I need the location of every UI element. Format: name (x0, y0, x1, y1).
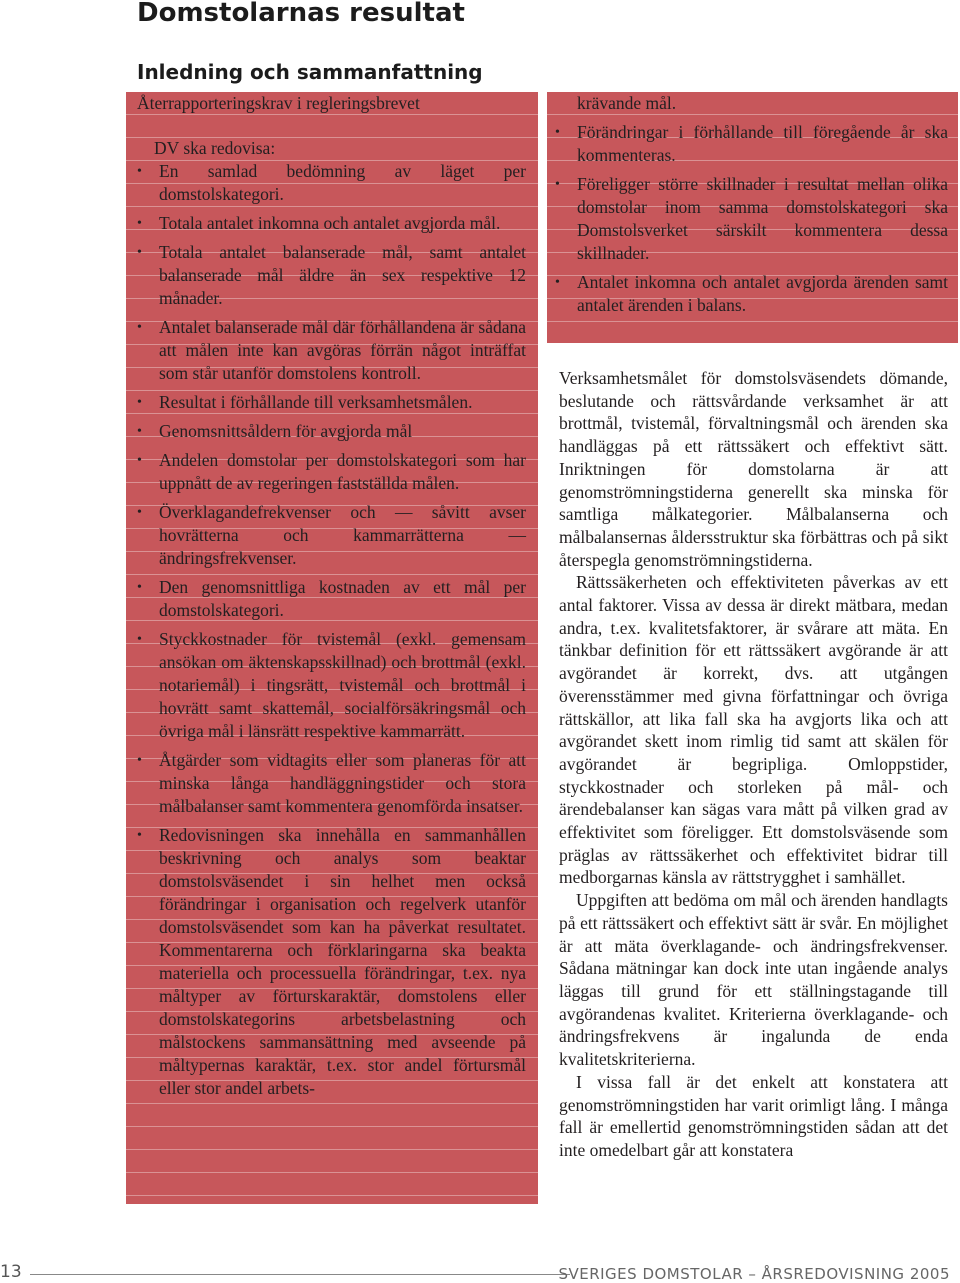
list-item: • Redovisningen ska innehålla en sammanhållen beskrivning och analys som beaktar domstolsväsendet i sin helhet men också förändringar i organisation och regelverk utanför domstolsväsendet som kan ha påverkat resultatet. Kommentarerna och förklaringarna ska beakta materiella och processuella förändringar, t.ex. nya måltyper av förturskaraktär, domstolens eller domstolskategorins arbetsbelastning och målstockens sammansättning med avseende på måltypernas karaktär, t.ex. stor andel förtursmål eller stor andel arbets- (137, 824, 526, 1100)
list-item: • Förändringar i förhållande till föregående år ska kommenteras. (555, 121, 948, 167)
list-item: • Antalet balanserade mål där förhållandena är sådana att målen inte kan avgöras förrän något inträffat som står utanför domstolens kontroll. (137, 316, 526, 385)
section-heading: Inledning och sammanfattning (137, 60, 483, 84)
requirements-list-continued (555, 121, 948, 317)
list-item: • Totala antalet balanserade mål, samt antalet balanserade mål äldre än sex respektive 12 månader. (137, 241, 526, 310)
page-number: 13 (0, 1262, 22, 1282)
requirements-box-right (547, 92, 958, 343)
list-item: • Styckkostnader för tvistemål (exkl. gemensam ansökan om äktenskapsskillnad) och brottmål (exkl. notariemål) i tingsrätt, tvistemål och brottmål i hovrätt samt skattemål, socialförsäkringsmål och övriga mål i länsrätt respektive kammarrätt. (137, 628, 526, 743)
list-item: • Åtgärder som vidtagits eller som planeras för att minska långa handläggningstider och stora målbalanser samt kommentera genomförda insatser. (137, 749, 526, 818)
requirements-box-left (126, 92, 538, 1204)
page-title: Domstolarnas resultat (137, 0, 465, 28)
body-text-column (559, 367, 948, 1162)
requirements-list (137, 160, 526, 1100)
list-item: • Föreligger större skillnader i resultat mellan olika domstolar inom samma domstolskategori ska Domstolsverket särskilt kommentera dessa skillnader. (555, 173, 948, 265)
body-paragraph: I vissa fall är det enkelt att konstatera att genomströmningstiden har varit orimligt lång. I många fall är emellertid genomströmningstiden sådan att det inte omedelbart går att konstatera (559, 1071, 948, 1160)
body-paragraph: Uppgiften att bedöma om mål och ärenden handlagts på ett rättssäkert och effektivt sätt är svår. En möjlighet är att mäta överklagande- och ändringsfrekvenser. Sådana mätningar kan dock inte utan ingående analys läggas till grund för ett ställningstagande till avgörandenas kvalitet. Kriterierna överklagande- och ändringsfrekvens är ingalunda de enda kvalitetskriterierna. (559, 890, 948, 1070)
list-item: • Antalet inkomna och antalet avgjorda ärenden samt antalet ärenden i balans. (555, 271, 948, 317)
body-paragraph: Rättssäkerheten och effektiviteten påverkas av ett antal faktorer. Vissa av dessa är direkt mätbara, medan andra, t.ex. kvalitetsfaktorer, är svårare att mäta. En tänkbar definition för ett rättssäkert avgörande är att avgörandet är korrekt, dvs. att utgången överensstämmer med givna författningar och övriga rättskällor, att lika fall ska ha avgjorts lika och att avgörandet skett inom rimlig tid samt att skälen för avgörandet är begripliga. Omloppstider, styckkostnader och storleken på mål- och ärendebalanser kan sägas vara mått på vilken grad av effektivitet som föreligger. Ett domstolsväsende som präglas av rättssäkerhet och effektivitet bidrar till medborgarnas känsla av rättstrygghet i samhället. (559, 572, 948, 888)
list-item-continuation: krävande mål. (577, 93, 677, 113)
footer-publication: SVERIGES DOMSTOLAR – ÅRSREDOVISNING 2005 (558, 1265, 950, 1283)
requirements-intro: DV ska redovisa: (154, 138, 276, 158)
list-item: • Genomsnittsåldern för avgjorda mål (137, 420, 526, 443)
footer-rule (30, 1274, 570, 1275)
requirements-heading: Återrapporteringskrav i regleringsbrevet (137, 93, 420, 113)
list-item: • Den genomsnittliga kostnaden av ett mål per domstolskategori. (137, 576, 526, 622)
list-item: • Andelen domstolar per domstolskategori som har uppnått de av regeringen fastställda målen. (137, 449, 526, 495)
list-item: • Överklagandefrekvenser och — såvitt avser hovrätterna och kammarrätterna — ändringsfrekvenser. (137, 501, 526, 570)
list-item: • Resultat i förhållande till verksamhetsmålen. (137, 391, 526, 414)
list-item: • Totala antalet inkomna och antalet avgjorda mål. (137, 212, 526, 235)
list-item: • En samlad bedömning av läget per domstolskategori. (137, 160, 526, 206)
body-paragraph: Verksamhetsmålet för domstolsväsendets dömande, beslutande och rättsvårdande verksamhet är att brottmål, tvistemål, förvaltningsmål och ärenden ska handläggas på ett rättssäkert och effektivt sätt. Inriktningen för domstolarna är att genomströmningstiderna generellt ska minska för samtliga målkategorier. Målbalanserna och målbalansernas åldersstruktur ska förbättras och på sikt återspegla genomströmningstiderna. (559, 368, 948, 570)
